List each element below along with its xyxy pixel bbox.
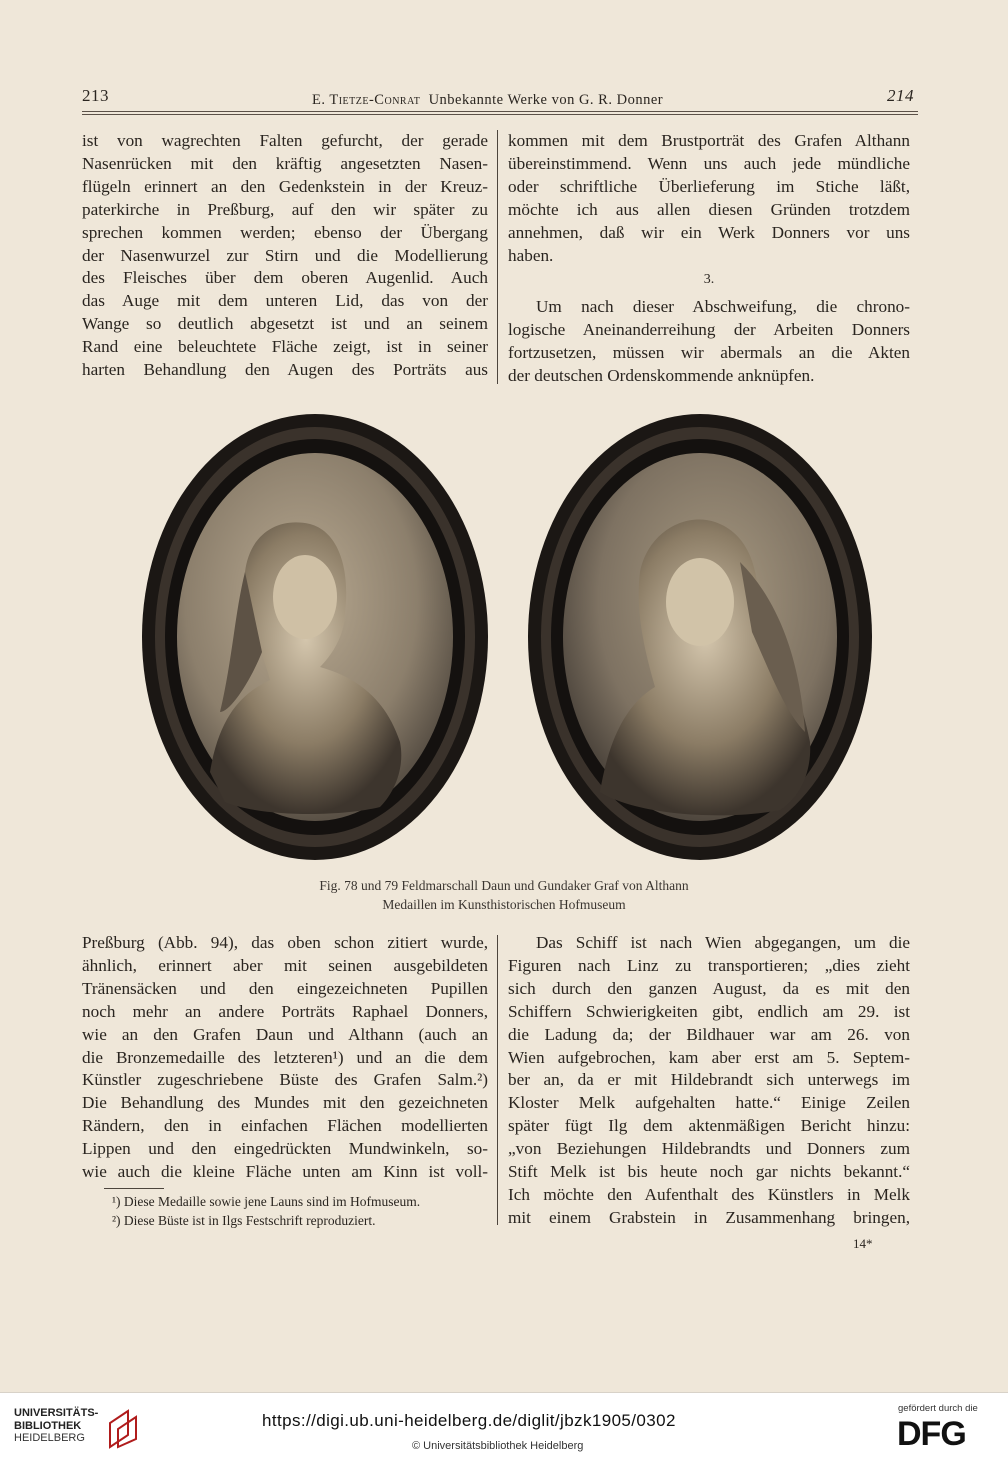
- text-line: sich durch den ganzen August, da es mit den: [508, 978, 910, 998]
- author-name: E. Tietze-Conrat: [312, 92, 421, 108]
- library-name-line1: UNIVERSITÄTS-: [14, 1407, 99, 1419]
- text-line: der Nasenwurzel zur Stirn und die Modellierung: [82, 245, 488, 265]
- text-line: annehmen, daß wir ein Werk Donners vor uns: [508, 222, 910, 242]
- text-line: ähnlich, erinnert aber mit seinen ausgebildeten: [82, 955, 488, 975]
- text-line: Figuren nach Linz zu transportieren; „dies zieht: [508, 955, 910, 975]
- text-line: möchte ich aus allen diesen Gründen trotzdem: [508, 199, 910, 219]
- text-line: Kloster Melk aufgehalten hatte.“ Einige Zeilen: [508, 1093, 910, 1113]
- dfg-logo[interactable]: DFG: [897, 1415, 966, 1453]
- text-column-bottom-right: [508, 932, 910, 1230]
- footnotes: [82, 1188, 488, 1230]
- medallion-daun: [142, 414, 488, 860]
- medallion-althann: [528, 414, 872, 860]
- header-rule-double: [82, 114, 918, 115]
- library-mark-icon: [106, 1409, 142, 1449]
- text-line: kommen mit dem Brustporträt des Grafen Althann: [508, 131, 910, 150]
- text-line: die Bronzemedaille des letzteren¹) und an die dem: [82, 1047, 488, 1067]
- text-line: des Fleisches über dem oberen Augenlid. Auch: [82, 268, 488, 288]
- text-line: der deutschen Ordenskommende anknüpfen.: [508, 366, 815, 386]
- text-line: Die Behandlung des Mundes mit den gezeichneten: [82, 1093, 488, 1113]
- text-line: sprechen kommen werden; ebenso der Übergang: [82, 222, 488, 242]
- running-head: [82, 86, 914, 110]
- text-line: Ich möchte den Aufenthalt des Künstlers in Melk: [508, 1184, 910, 1204]
- text-line: harten Behandlung den Augen des Porträts aus: [82, 360, 488, 380]
- library-name-line2: BIBLIOTHEK: [14, 1419, 82, 1432]
- figure-caption-line1: Fig. 78 und 79 Feldmarschall Daun und Gundaker Graf von Althann: [319, 878, 689, 893]
- text-line: Lippen und den eingedrückten Mundwinkeln, so-: [82, 1139, 488, 1159]
- permalink-url[interactable]: https://digi.ub.uni-heidelberg.de/diglit/jbzk1905/0302: [262, 1411, 676, 1430]
- column-divider-bottom: [497, 935, 498, 1225]
- text-line: das Auge mit dem unteren Lid, das von der: [82, 291, 488, 311]
- text-line: übereinstimmend. Wenn uns auch jede mündliche: [508, 153, 910, 173]
- text-line: wie an den Grafen Daun und Althann (auch an: [82, 1024, 488, 1044]
- signature-mark: 14*: [853, 1236, 873, 1251]
- text-column-top-left: [82, 130, 488, 382]
- text-line: später fügt Ilg dem aktenmäßigen Bericht hinzu:: [508, 1116, 910, 1136]
- funding-note: gefördert durch die: [898, 1403, 978, 1414]
- medallion-figure: [140, 412, 872, 864]
- text-line: Rand eine beleuchtete Fläche zeigt, ist in seiner: [82, 337, 488, 357]
- medallion-photographs: [140, 412, 872, 864]
- footer-bar: [0, 1392, 1008, 1465]
- text-line: wie auch die kleine Fläche unten am Kinn ist voll-: [82, 1162, 488, 1182]
- page-number-right: 214: [887, 86, 914, 105]
- text-line: Das Schiff ist nach Wien abgegangen, um die: [536, 933, 910, 952]
- running-title: [312, 92, 663, 109]
- text-line: Schiffern Schwierigkeiten gibt, endlich am 29. ist: [508, 1001, 910, 1021]
- text-line: logische Aneinanderreihung der Arbeiten Donners: [508, 320, 910, 340]
- text-line: Preßburg (Abb. 94), das oben schon zitiert wurde,: [82, 933, 488, 952]
- text-line: Nasenrücken mit den kräftig angesetzten Nasen-: [82, 153, 488, 173]
- text-line: mit einem Grabstein in Zusammenhang bringen,: [508, 1207, 910, 1227]
- text-line: noch mehr an andere Porträts Raphael Donners,: [82, 1001, 488, 1021]
- text-column-top-right: [508, 130, 910, 388]
- copyright-notice: © Universitätsbibliothek Heidelberg: [412, 1440, 584, 1452]
- text-line: fortzusetzen, müssen wir abermals an die Akten: [508, 343, 910, 363]
- text-line: oder schriftliche Überlieferung im Stiche läßt,: [508, 176, 910, 196]
- text-line: ist von wagrechten Falten gefurcht, der gerade: [82, 131, 488, 150]
- text-line: ber an, da er mit Hildebrandt sich unterwegs im: [508, 1070, 910, 1090]
- text-line: Künstler zugeschriebene Büste des Grafen Salm.²): [82, 1070, 488, 1090]
- footnote-1: ¹) Diese Medaille sowie jene Launs sind im Hofmuseum.: [112, 1194, 421, 1209]
- header-rule: [82, 111, 918, 112]
- text-line: die Ladung da; der Bildhauer war am 26. von: [508, 1024, 910, 1044]
- text-line: Rändern, den in einfachen Flächen modellierten: [82, 1116, 488, 1136]
- library-logo[interactable]: [14, 1407, 144, 1455]
- text-line: paterkirche in Preßburg, auf den wir später zu: [82, 199, 488, 219]
- article-title: Unbekannte Werke von G. R. Donner: [428, 92, 664, 108]
- text-line: Wange so deutlich abgesetzt ist und an seinem: [82, 314, 488, 334]
- text-line: Um nach dieser Abschweifung, die chrono-: [536, 297, 910, 317]
- footnote-rule: [104, 1188, 164, 1189]
- text-line: Wien aufgebrochen, kam aber erst am 5. Septem-: [508, 1047, 910, 1067]
- text-line: haben.: [508, 245, 554, 265]
- library-name-line3: HEIDELBERG: [14, 1432, 85, 1444]
- text-line: Stift Melk ist bis heute noch gar nichts bekannt.“: [508, 1162, 910, 1182]
- text-line: flügeln erinnert an den Gedenkstein in der Kreuz-: [82, 176, 488, 196]
- column-divider-top: [497, 130, 498, 384]
- text-column-bottom-left: [82, 932, 488, 1184]
- text-line: Tränensäcken und den eingezeichneten Pupillen: [82, 978, 488, 998]
- figure-caption-line2: Medaillen im Kunsthistorischen Hofmuseum: [382, 897, 626, 912]
- footnote-2: ²) Diese Büste ist in Ilgs Festschrift reproduziert.: [112, 1212, 376, 1228]
- text-line: „von Beziehungen Hildebrandts und Donners zum: [508, 1139, 910, 1159]
- section-number: 3.: [703, 272, 715, 288]
- page-number-left: 213: [82, 86, 109, 105]
